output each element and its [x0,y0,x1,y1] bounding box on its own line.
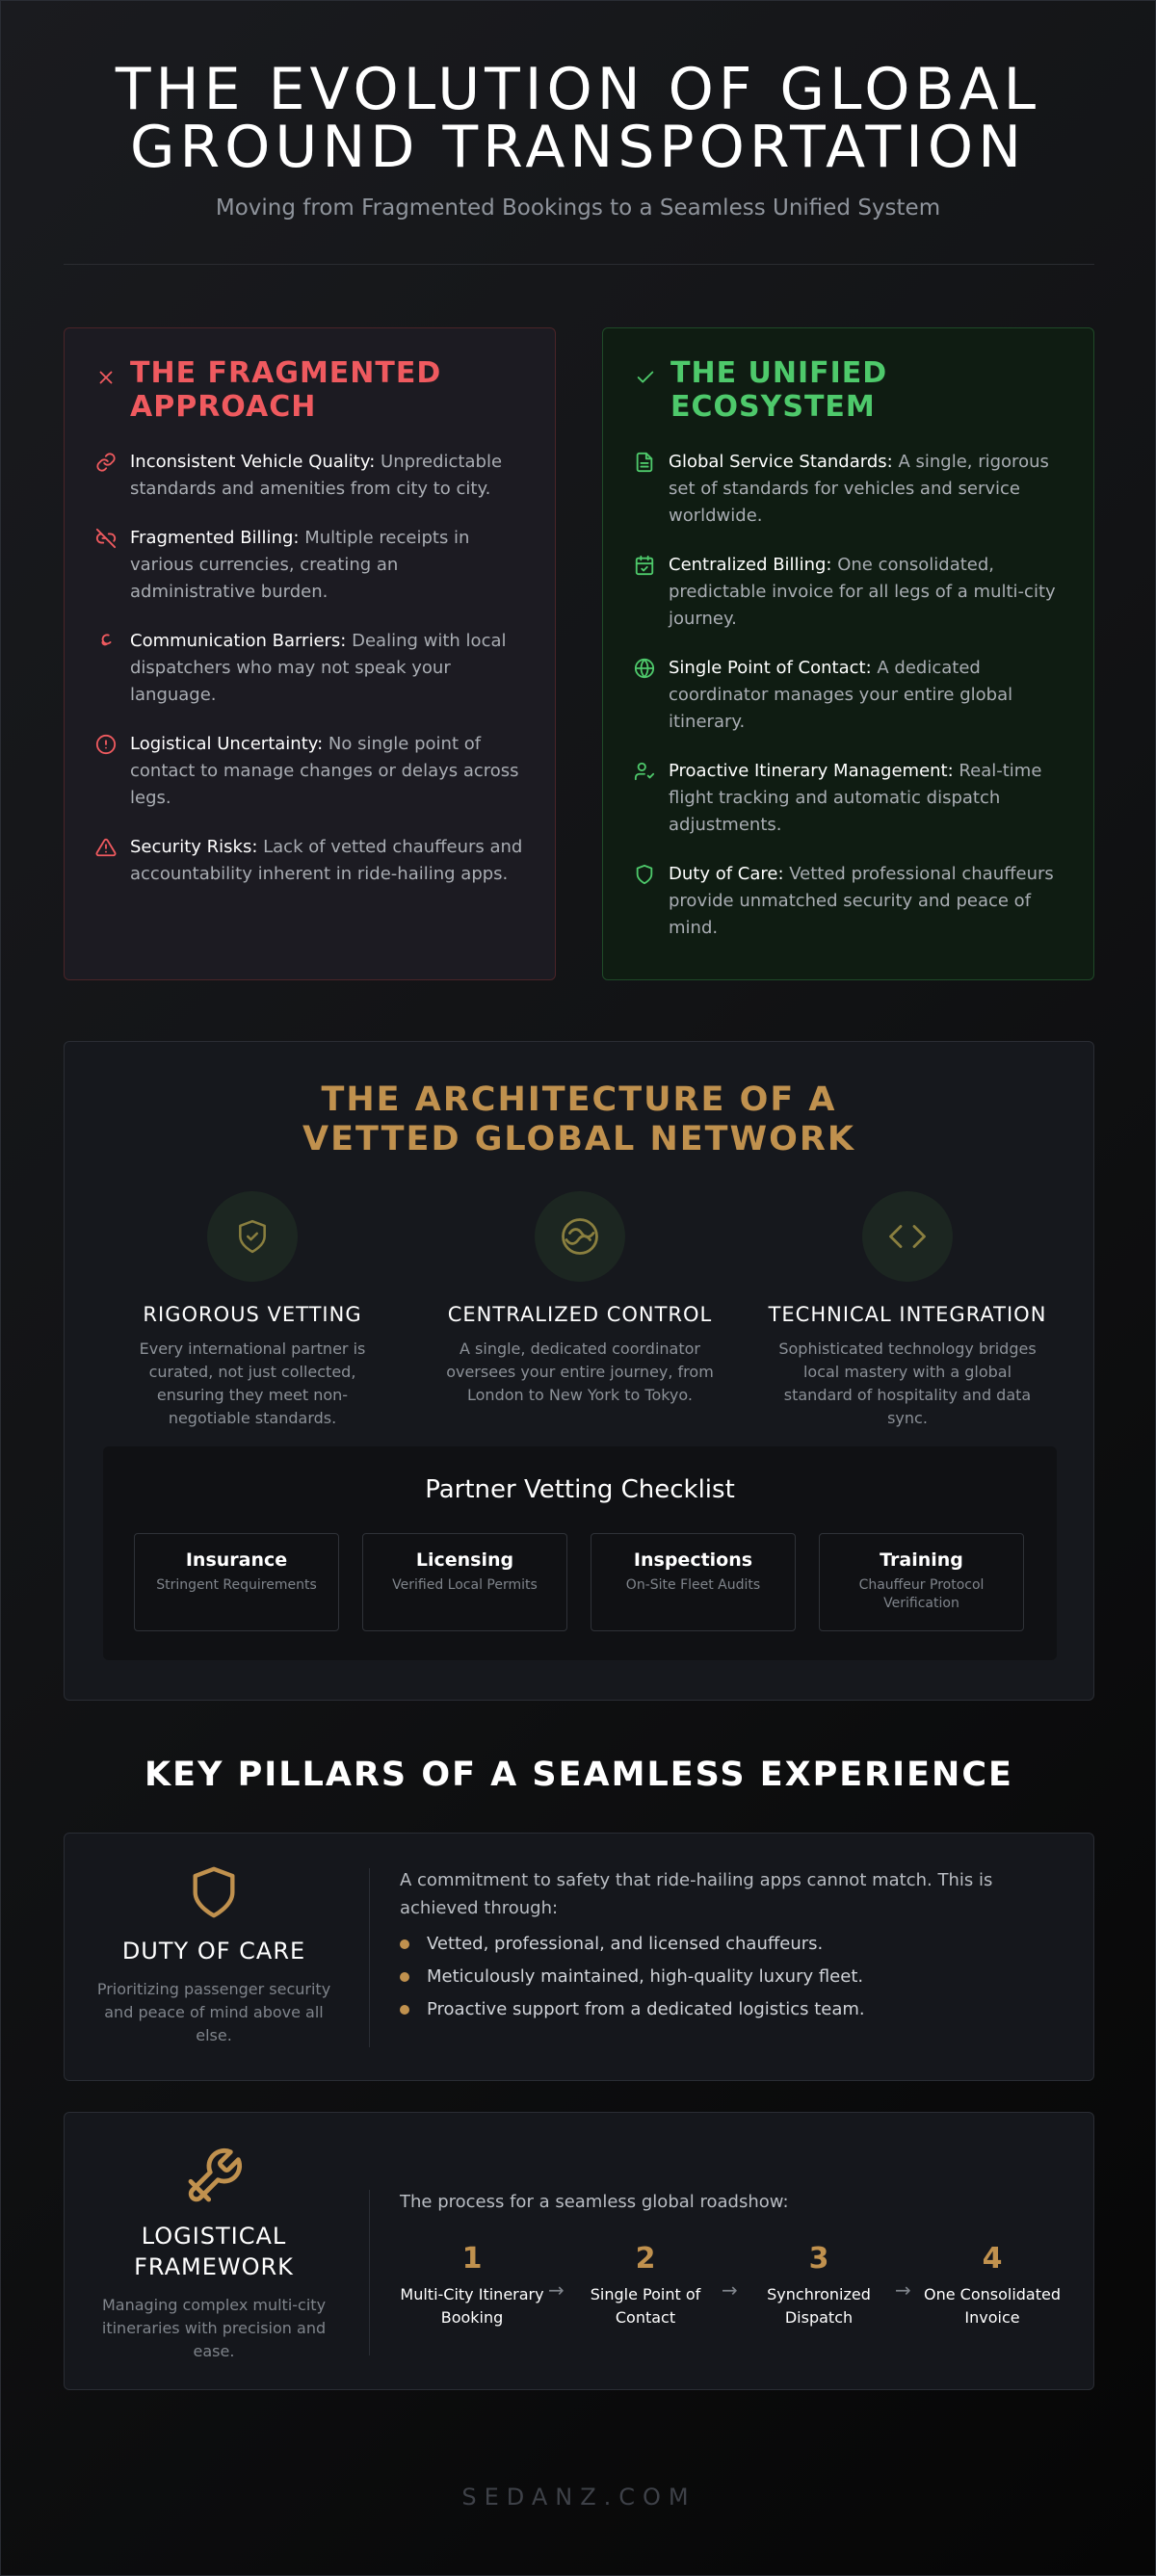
list-item-body: Unpredictable standards and amenities from city to city. [130,452,503,499]
pillars-title: KEY PILLARS OF A SEAMLESS EXPERIENCE [144,1756,1013,1794]
process-step-2 [573,2242,718,2329]
list-item-label: Global Service Standards: [669,452,893,472]
process-step-3 [747,2242,891,2329]
pillar-details [400,1866,1064,2019]
feature-icon-circle [862,1191,953,1282]
document-icon [634,452,655,473]
feature-title: CENTRALIZED CONTROL [447,1303,713,1326]
checklist-item-licensing [362,1533,567,1631]
pillar-divider [369,2190,370,2355]
list-item-body: No single point of contact to manage changes or delays across legs. [130,734,519,808]
code-icon [887,1216,928,1257]
feature-title: TECHNICAL INTEGRATION [768,1303,1047,1326]
checklist-item-training [819,1533,1024,1631]
x-close-icon [95,367,117,388]
step-number: 3 [808,2242,829,2276]
unified-card-header [634,357,1037,424]
pillar-summary [93,1862,334,2047]
unified-card-title: THE UNIFIED ECOSYSTEM [670,356,888,424]
pillar-divider [369,1868,370,2047]
list-item-body: Vetted professional chauffeurs provide unmatched security and peace of mind. [669,864,1054,938]
list-item-body: One consolidated, predictable invoice for all legs of a multi-city journey. [669,555,1056,629]
list-item-text [669,552,1067,633]
list-item [95,731,529,812]
list-item [634,861,1067,942]
list-item-text [669,655,1067,736]
step-number: 2 [635,2242,656,2276]
pillar-logistical-framework [64,2112,1094,2390]
list-item-body: A single, rigorous set of standards for vehicles and service worldwide. [669,452,1049,526]
shield-icon [186,1862,242,1922]
pillar-details [400,2188,1064,2327]
list-item-text [669,758,1067,839]
user-check-icon [634,761,655,782]
footer-brand: SEDANZ.COM [461,2484,696,2511]
list-item [400,1966,1064,1987]
list-item-text [130,628,529,709]
checklist-title: Partner Vetting Checklist [425,1475,735,1504]
feature-icon-circle [535,1191,625,1282]
list-item-label: Single Point of Contact: [669,658,872,678]
alert-circle-icon [95,734,117,755]
list-item-text [130,731,529,812]
fragmented-card-header [95,357,496,424]
process-step-4 [920,2242,1064,2329]
feature-desc: Sophisticated technology bridges local mastery with a global standard of hospitality and data sync. [778,1340,1037,1427]
link-icon [95,452,117,473]
list-item [95,449,529,503]
architecture-title: THE ARCHITECTURE OF A VETTED GLOBAL NETWORK [302,1080,855,1158]
wrench-icon [183,2146,245,2207]
checklist-item-inspections [591,1533,796,1631]
list-item-body: Multiple receipts in various currencies, creating an administrative burden. [130,528,470,602]
broken-link-icon [95,528,117,549]
step-number: 4 [982,2242,1003,2276]
list-item-body: Lack of vetted chauffeurs and accountability inherent in ride-hailing apps. [130,837,523,884]
list-item [400,1999,1064,2019]
checklist-item-sub: Verified Local Permits [392,1577,538,1593]
list-item [95,834,529,888]
list-item-text [130,525,529,606]
bullet-dot [400,1972,409,1982]
pillar-duty-of-care [64,1833,1094,2081]
list-item-body: Real-time flight tracking and automatic dispatch adjustments. [669,761,1042,835]
globe-icon [634,658,655,679]
list-item [95,525,529,606]
calendar-check-icon [634,555,655,576]
list-item-label: Security Risks: [130,837,258,857]
list-item-text [669,449,1067,530]
list-item-text [130,449,529,503]
arrow-right-icon: → [722,2278,738,2302]
header-divider [64,264,1094,265]
list-item-text [130,834,529,888]
bullet-dot [400,2005,409,2015]
list-item-label: Communication Barriers: [130,631,347,651]
feature-rigorous-vetting [108,1191,397,1430]
feature-centralized-control [435,1191,724,1407]
pillar-intro: The process for a seamless global roadshow: [400,2192,789,2212]
pillar-intro: A commitment to safety that ride-hailing apps cannot match. This is achieved through: [400,1870,993,1918]
checklist-item-name: Insurance [185,1549,288,1571]
list-item [634,552,1067,633]
list-item-text [669,861,1067,942]
hero-header [1,1,1155,221]
list-item [400,1934,1064,1954]
shield-check-icon [234,1218,271,1255]
pillar-name: DUTY OF CARE [121,1938,306,1965]
unified-list [634,449,1067,964]
wave-icon [95,631,117,652]
list-item-label: Fragmented Billing: [130,528,300,548]
bullet-dot [400,1939,409,1949]
list-item-label: Proactive Itinerary Management: [669,761,954,781]
list-item [95,628,529,709]
feature-desc: A single, dedicated coordinator oversees your entire journey, from London to New York to Tokyo. [446,1340,714,1404]
list-item [634,758,1067,839]
pillar-summary [93,2146,334,2363]
arrow-right-icon: → [548,2278,565,2302]
step-label: One Consolidated Invoice [923,2285,1061,2327]
page-subtitle: Moving from Fragmented Bookings to a Seamless Unified System [215,195,941,221]
list-item-label: Inconsistent Vehicle Quality: [130,452,376,472]
list-item-body: Dealing with local dispatchers who may not speak your language. [130,631,507,705]
feature-desc: Every international partner is curated, not just collected, ensuring they meet non-negotiable standards. [139,1340,366,1427]
list-item-label: Centralized Billing: [669,555,832,575]
feature-technical-integration [763,1191,1052,1430]
warning-triangle-icon [95,837,117,858]
checkmark-icon [634,367,657,388]
checklist-item-sub: On-Site Fleet Audits [625,1577,761,1593]
shield-icon [634,864,655,885]
pillar-name: LOGISTICAL FRAMEWORK [134,2223,294,2280]
fragmented-card-title: THE FRAGMENTED APPROACH [130,356,442,424]
list-item [634,449,1067,530]
bullet-text: Proactive support from a dedicated logistics team. [427,1999,865,2019]
feature-title: RIGOROUS VETTING [143,1303,362,1326]
fragmented-approach-card [64,327,556,980]
checklist-item-name: Inspections [633,1549,753,1571]
list-item-body: A dedicated coordinator manages your entire global itinerary. [669,658,1013,732]
vetting-checklist [103,1446,1057,1660]
list-item-label: Duty of Care: [669,864,784,884]
arrow-right-icon: → [895,2278,911,2302]
checklist-item-sub: Stringent Requirements [156,1577,317,1593]
bullet-text: Meticulously maintained, high-quality luxury fleet. [427,1966,864,1987]
step-number: 1 [461,2242,483,2276]
pillar-desc: Managing complex multi-city itineraries with precision and ease. [101,2296,327,2360]
step-label: Single Point of Contact [590,2285,701,2327]
page-title: THE EVOLUTION OF GLOBAL GROUND TRANSPORTATION [115,56,1041,181]
step-label: Multi-City Itinerary Booking [400,2285,544,2327]
checklist-item-sub: Chauffeur Protocol Verification [858,1577,985,1611]
architecture-section [64,1041,1094,1701]
checklist-item-name: Licensing [415,1549,514,1571]
bullet-text: Vetted, professional, and licensed chauffeurs. [427,1934,824,1954]
list-item-label: Logistical Uncertainty: [130,734,324,754]
checklist-item-insurance [134,1533,339,1631]
feature-icon-circle [207,1191,298,1282]
unified-ecosystem-card [602,327,1094,980]
process-steps [400,2242,1074,2338]
central-control-icon [560,1216,600,1257]
step-label: Synchronized Dispatch [767,2285,871,2327]
checklist-item-name: Training [880,1549,963,1571]
list-item [634,655,1067,736]
fragmented-list [95,449,529,910]
pillar-desc: Prioritizing passenger security and peace of mind above all else. [96,1980,331,2044]
process-step-1 [400,2242,544,2329]
